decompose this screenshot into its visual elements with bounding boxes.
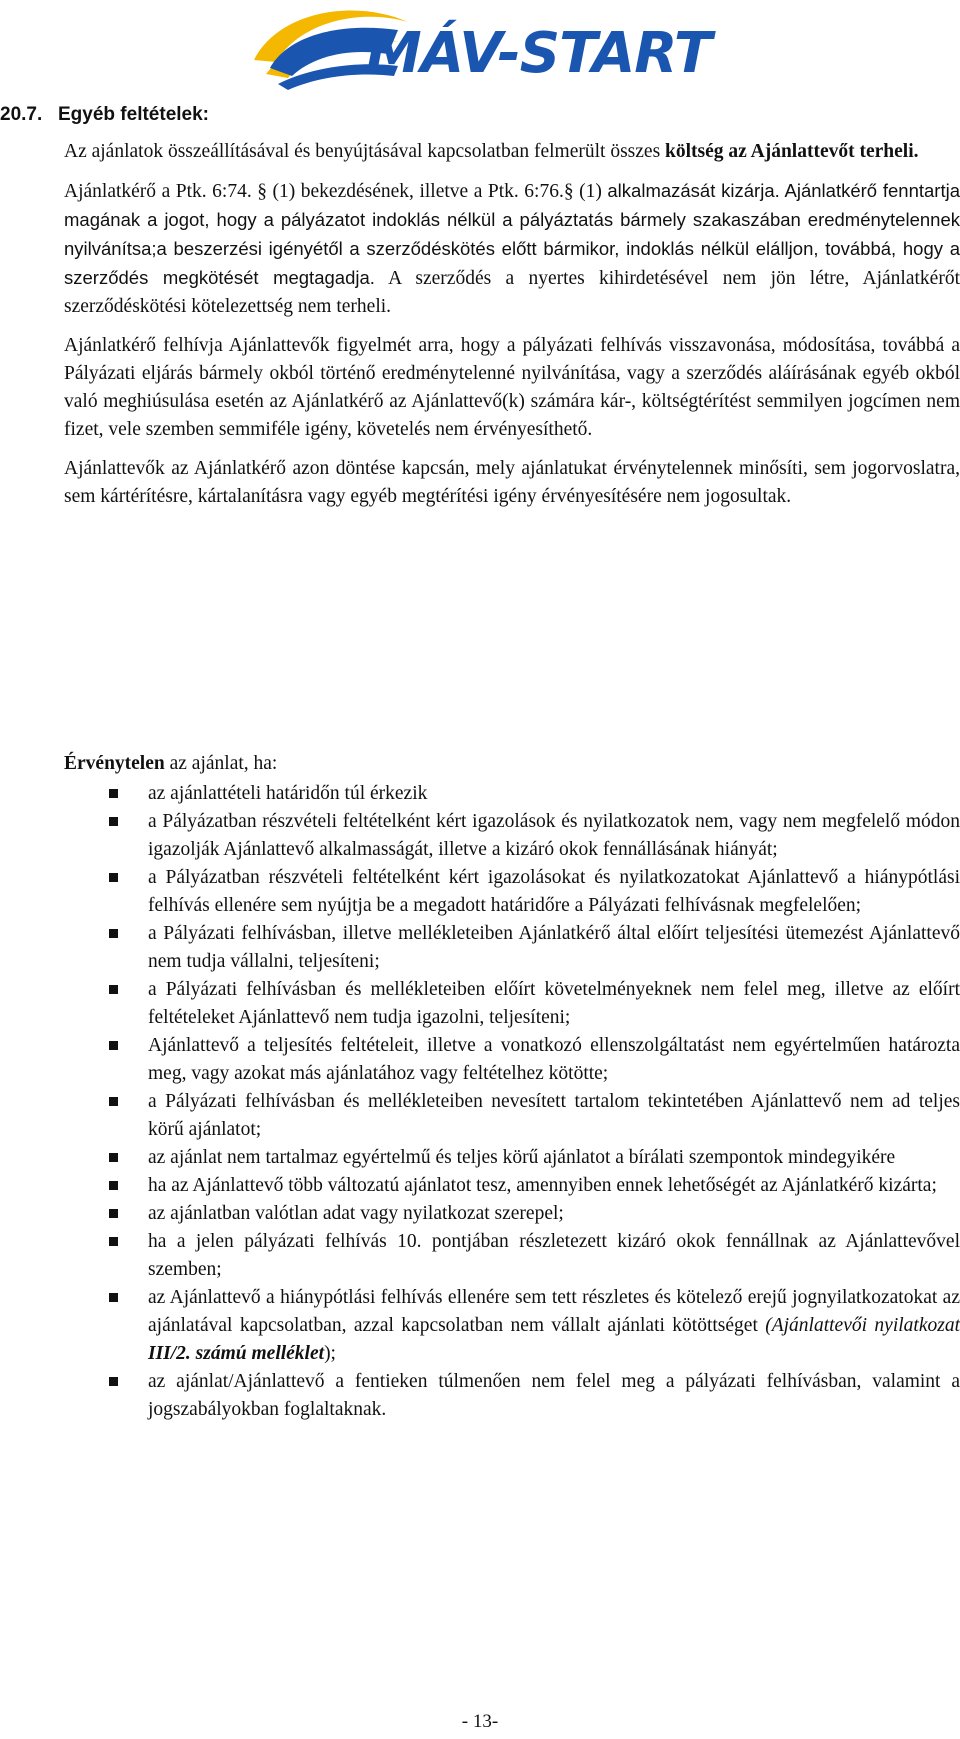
invalid-list (64, 780, 960, 1424)
paragraph-costs-text: Az ajánlatok összeállításával és benyújtásával kapcsolatban felmerült összes (64, 141, 666, 162)
bullet-square-icon (109, 1097, 118, 1106)
list-item-text: a Pályázati felhívásban és mellékleteiben nevesített tartalom tekintetében Ajánlattevő nem ad teljes körű ajánlatot; (148, 1091, 960, 1140)
list-item (64, 1284, 960, 1368)
page-number: - 13- (461, 1711, 499, 1732)
invalid-title (64, 750, 960, 778)
list-item-text: a Pályázati felhívásban, illetve mellékleteiben Ajánlatkérő által előírt teljesítési ütemezést Ajánlattevő nem tudja vállalni, teljesíteni; (148, 923, 960, 972)
bullet-square-icon (109, 1153, 118, 1162)
bullet-square-icon (109, 1237, 118, 1246)
list-item-text: ha a jelen pályázati felhívás 10. pontjában részletezett kizáró okok fennállnak az Ajánlattevővel szemben; (148, 1231, 960, 1280)
list-item-end: ); (324, 1343, 336, 1364)
list-item (64, 1200, 960, 1228)
paragraph-rights-sans: alkalmazását kizárja. Ajánlatkérő fenntartja magának a jogot, hogy a pályázatot indoklás nélkül a pályáztatás bármely szakaszában eredménytelennek nyilvánítsa;a beszerzési igényétől a szerződéskötés előtt bármikor, indoklás nélkül elálljon, továbbá, hogy a szerződés megkötését megtagadja. (64, 180, 960, 288)
bullet-square-icon (109, 929, 118, 938)
paragraph-rights-end: A szerződés a nyertes kihirdetésével nem jön létre, Ajánlatkérőt szerződéskötési kötelezettség nem terheli. (64, 268, 960, 317)
list-item-text: a Pályázatban részvételi feltételként kért igazolásokat és nyilatkozatokat Ajánlattevő a hiánypótlási felhívás ellenére sem nyújtja be a megadott határidőre a Pályázati felhívásnak megfelelően; (148, 867, 960, 916)
invalid-conditions (64, 750, 960, 1424)
logo-text: MÁV-START (366, 21, 712, 86)
list-item-text: az Ajánlattevő a hiánypótlási felhívás ellenére sem tett részletes és kötelező erejű jognyilatkozatokat az ajánlatával kapcsolatban, azzal kapcsolatban nem vállalt ajánlati kötöttséget (148, 1287, 960, 1336)
list-item (64, 920, 960, 976)
invalid-title-rest: az ajánlat, ha: (164, 753, 278, 774)
section-heading (0, 101, 209, 129)
paragraph-no-remedy: Ajánlattevők az Ajánlatkérő azon döntése kapcsán, mely ajánlatukat érvénytelennek minősíti, sem jogorvoslatra, sem kártérítésre, kártalanításra vagy egyéb megtérítési igény érvényesítésére nem jogosultak. (64, 458, 960, 507)
list-item-text: a Pályázati felhívásban és mellékleteiben előírt követelményeknek nem felel meg, illetve az előírt feltételeket Ajánlattevő nem tudja igazolni, teljesíteni; (148, 979, 960, 1028)
bullet-square-icon (109, 1041, 118, 1050)
list-item-text: a Pályázatban részvételi feltételként kért igazolások és nyilatkozatok nem, vagy nem megfelelő módon igazolják Ajánlattevő alkalmasságát, illetve a kizáró okok fennállásának hiányát; (148, 811, 960, 860)
paragraph-rights-serif: Ajánlatkérő a Ptk. 6:74. § (1) bekezdésének, illetve a Ptk. 6:76.§ (1) (64, 181, 608, 202)
bullet-square-icon (109, 789, 118, 798)
paragraph-costs-bold: költség az Ajánlattevőt terheli. (665, 141, 919, 162)
list-item-text: Ajánlattevő a teljesítés feltételeit, illetve a vonatkozó ellenszolgáltatást nem egyértelműen határozta meg, vagy azokat más ajánlatához vagy feltételhez kötötte; (148, 1035, 960, 1084)
bullet-square-icon (109, 873, 118, 882)
section-number: 20.7. (0, 104, 43, 125)
list-item (64, 976, 960, 1032)
list-item (64, 1144, 960, 1172)
list-item-text: az ajánlatban valótlan adat vagy nyilatkozat szerepel; (148, 1203, 564, 1224)
paragraph-costs (64, 138, 960, 166)
list-item-text: ha az Ajánlattevő több változatú ajánlatot tesz, amennyiben ennek lehetőségét az Ajánlatkérő kizárta; (148, 1175, 937, 1196)
list-item-text: az ajánlattételi határidőn túl érkezik (148, 783, 428, 804)
bullet-square-icon (109, 1377, 118, 1386)
bullet-square-icon (109, 1209, 118, 1218)
invalid-title-bold: Érvénytelen (64, 753, 165, 774)
list-item (64, 1368, 960, 1424)
list-item-text: az ajánlat/Ajánlattevő a fentieken túlmenően nem felel meg a pályázati felhívásban, valamint a jogszabályokban foglaltaknak. (148, 1371, 960, 1420)
bullet-square-icon (109, 985, 118, 994)
paragraph-rights (64, 177, 960, 321)
paragraph-withdrawal: Ajánlatkérő felhívja Ajánlattevők figyelmét arra, hogy a pályázati felhívás visszavonása, módosítása, továbbá a Pályázati eljárás bármely okból történő eredménytelenné nyilvánítása, vagy a szerződés aláírásának egyéb okból való meghiúsulása esetén az Ajánlatkérő az Ajánlattevő(k) számára kár-, költségtérítést semmilyen jogcímen nem fizet, vele szemben semmiféle igény, követelés nem érvényesíthető. (64, 335, 960, 440)
list-item (64, 1228, 960, 1284)
list-item-text: az ajánlat nem tartalmaz egyértelmű és teljes körű ajánlatot a bírálati szempontok mindegyikére (148, 1147, 896, 1168)
bullet-square-icon (109, 1181, 118, 1190)
list-item (64, 1032, 960, 1088)
section-title: Egyéb feltételek: (58, 104, 209, 125)
list-item (64, 780, 960, 808)
list-item (64, 864, 960, 920)
list-item-italic: (Ajánlattevői nyilatkozat (765, 1315, 960, 1336)
bullet-square-icon (109, 817, 118, 826)
bullet-square-icon (109, 1293, 118, 1302)
list-item (64, 808, 960, 864)
mav-start-logo (248, 4, 712, 90)
list-item-bold-italic: III/2. számú melléklet (148, 1343, 325, 1364)
list-item (64, 1088, 960, 1144)
list-item (64, 1172, 960, 1200)
conditions-text (64, 138, 960, 511)
